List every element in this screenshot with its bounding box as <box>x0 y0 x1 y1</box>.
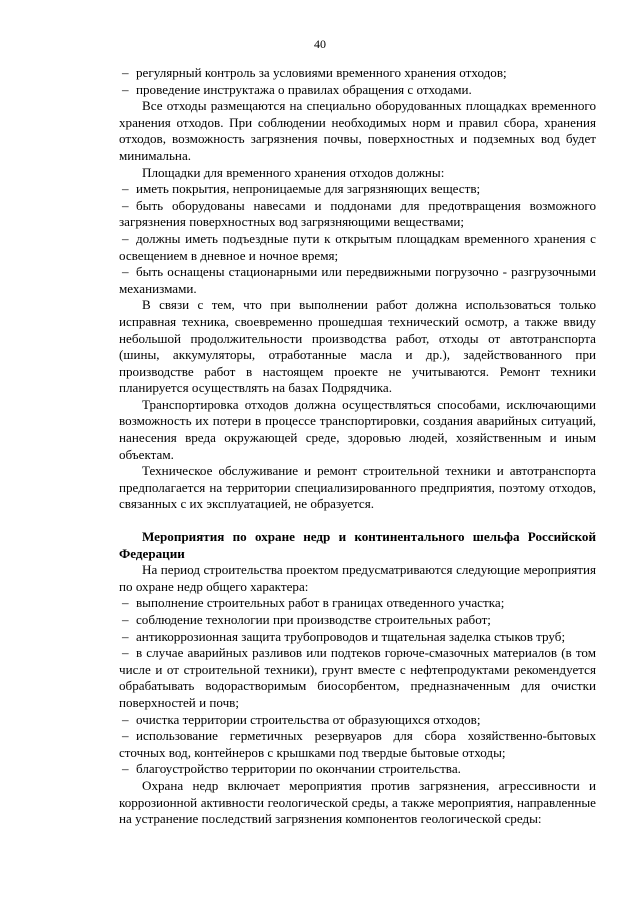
list-item <box>119 595 596 612</box>
list-item <box>119 231 596 264</box>
list-dash: – <box>122 612 129 627</box>
list-item-text: благоустройство территории по окончании строительства. <box>136 761 461 777</box>
list-item-text: выполнение строительных работ в границах отведенного участка; <box>136 595 505 611</box>
list-item-text: быть оборудованы навесами и поддонами для предотвращения возможного загрязнения поверхностных вод загрязняющими веществами; <box>119 197 596 230</box>
list-dash: – <box>122 761 129 777</box>
section-spacer <box>119 513 596 529</box>
list-item-text: использование герметичных резервуаров для сбора хозяйственно-бытовых сточных вод, контейнеров с крышками под твердые бытовые отходы; <box>119 728 596 760</box>
list-item <box>119 629 596 646</box>
paragraph: Площадки для временного хранения отходов должны: <box>142 164 445 180</box>
list-dash: – <box>122 65 129 80</box>
list-dash: – <box>122 264 129 280</box>
paragraph: Транспортировка отходов должна осуществляться способами, исключающими возможность их потери в процессе транспортировки, создания аварийных ситуаций, нанесения вреда окружающей среде, здоровью людей, хозяйственным и иным объектам. <box>119 396 596 462</box>
list-item <box>119 645 596 711</box>
list-item <box>119 198 596 231</box>
list-item-text: быть оснащены стационарными или передвижными погрузочно - разгрузочными механизмами. <box>119 264 596 296</box>
list-dash: – <box>122 628 129 644</box>
section-heading: Мероприятия по охране недр и континентального шельфа Российской Федерации <box>119 529 596 561</box>
list-item-text: должны иметь подъездные пути к открытым площадкам временного хранения с освещением в дневное и ночное время; <box>119 230 596 263</box>
list-item <box>119 82 596 99</box>
paragraph: В связи с тем, что при выполнении работ должна использоваться только исправная техника, своевременно прошедшая технический осмотр, а также ввиду небольшой продолжительности производства работ, отходы от автотранспорта (шины, аккумуляторы, отработанные масла и др.), задействованного при производстве работ в настоящем проекте не учитываются. Ремонт техники планируется осуществлять на базах Подрядчика. <box>119 297 596 396</box>
list-dash: – <box>122 711 129 727</box>
list-item-text: в случае аварийных разливов или подтеков горюче-смазочных материалов (в том числе и от строительной техники), грунт вместе с нефтепродуктами рекомендуется обрабатывать водорастворимым биосорбентом, предназначенным для очистки поверхностей и почв; <box>119 645 596 710</box>
list-dash: – <box>122 230 129 246</box>
list-item <box>119 181 596 198</box>
paragraph: Все отходы размещаются на специально оборудованных площадках временного хранения отходов. При соблюдении необходимых норм и правил сбора, хранения отходов, возможность загрязнения почвы, поверхностных и подземных вод будет минимальна. <box>119 98 596 163</box>
paragraph: Охрана недр включает мероприятия против загрязнения, агрессивности и коррозионной активности геологической среды, а также мероприятия, направленные на устранение последствий загрязнения компонентов геологической среды: <box>119 777 596 827</box>
list-dash: – <box>122 728 129 744</box>
list-dash: – <box>122 81 129 97</box>
list-item-text: соблюдение технологии при производстве строительных работ; <box>136 612 491 627</box>
list-item <box>119 264 596 297</box>
list-item <box>119 65 596 82</box>
list-item <box>119 712 596 729</box>
list-dash: – <box>122 645 129 661</box>
list-dash: – <box>122 181 129 197</box>
list-item <box>119 728 596 761</box>
paragraph: На период строительства проектом предусматриваются следующие мероприятия по охране недр общего характера: <box>119 562 596 594</box>
list-item-text: очистка территории строительства от образующихся отходов; <box>136 711 481 727</box>
list-item-text: регулярный контроль за условиями временного хранения отходов; <box>136 65 507 80</box>
list-item-text: иметь покрытия, непроницаемые для загрязняющих веществ; <box>136 181 481 197</box>
list-item-text: проведение инструктажа о правилах обращения с отходами. <box>136 81 472 97</box>
list-item-text: антикоррозионная защита трубопроводов и тщательная заделка стыков труб; <box>136 628 566 644</box>
document-body <box>119 65 596 828</box>
list-dash: – <box>122 595 129 611</box>
list-item <box>119 612 596 629</box>
page-number: 40 <box>314 37 326 51</box>
list-item <box>119 761 596 778</box>
list-dash: – <box>122 197 129 213</box>
paragraph: Техническое обслуживание и ремонт строительной техники и автотранспорта предполагается на территории специализированного предприятия, поэтому отходов, связанных с их эксплуатацией, не образуется. <box>119 463 596 512</box>
